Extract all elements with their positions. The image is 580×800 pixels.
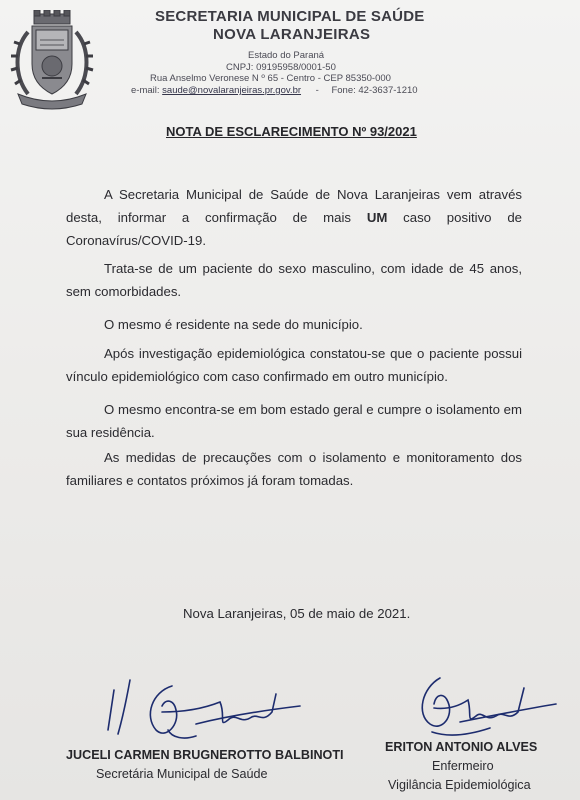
municipality-name: NOVA LARANJEIRAS	[213, 26, 371, 43]
paragraph-announcement	[66, 183, 522, 252]
municipal-coat-of-arms	[10, 10, 94, 110]
note-title: NOTA DE ESCLARECIMENTO Nº 93/2021	[166, 124, 417, 139]
email-link[interactable]: saude@novalaranjeiras.pr.gov.br	[162, 85, 302, 96]
email-label: e-mail:	[131, 85, 160, 96]
paragraph-investigation: Após investigação epidemiológica constatou-se que o paciente possui vínculo epidemiológico com caso confirmado em outro município.	[66, 346, 522, 384]
signer-role-secretary: Secretária Municipal de Saúde	[96, 767, 268, 781]
paragraph-patient-profile: Trata-se de um paciente do sexo masculino, com idade de 45 anos, sem comorbidades.	[66, 261, 522, 299]
paragraph-patient-status: O mesmo encontra-se em bom estado geral e cumpre o isolamento em sua residência.	[66, 402, 522, 440]
contact-separator: -	[315, 85, 319, 96]
contact-line	[131, 85, 418, 96]
handwritten-signature-nurse	[410, 668, 560, 746]
signer-department-nurse: Vigilância Epidemiológica	[388, 778, 531, 792]
handwritten-signature-secretary	[100, 672, 310, 752]
signer-name-nurse: ERITON ANTONIO ALVES	[385, 740, 538, 754]
state-name: Estado do Paraná	[248, 50, 325, 61]
paragraph-precautions: As medidas de precauções com o isolamento e monitoramento dos familiares e contatos próximos já foram tomadas.	[66, 450, 522, 488]
announcement-text: A Secretaria Municipal de Saúde de Nova Laranjeiras vem através desta, informar a confirmação de mais	[66, 187, 522, 225]
case-count-emphasis: UM	[366, 210, 388, 225]
secretariat-title: SECRETARIA MUNICIPAL DE SAÚDE	[155, 8, 425, 25]
date-line: Nova Laranjeiras, 05 de maio de 2021.	[183, 606, 411, 621]
announcement-text-end: caso positivo de Coronavírus/COVID-19.	[66, 210, 522, 248]
address-line: Rua Anselmo Veronese N º 65 - Centro - CEP 85350-000	[150, 73, 391, 84]
cnpj-line: CNPJ: 09195958/0001-50	[226, 62, 336, 73]
signer-name-secretary: JUCELI CARMEN BRUGNEROTTO BALBINOTI	[66, 748, 344, 762]
phone-number: Fone: 42-3637-1210	[331, 85, 418, 96]
paragraph-residence: O mesmo é residente na sede do município.	[104, 317, 363, 332]
signer-role-nurse: Enfermeiro	[432, 759, 494, 773]
